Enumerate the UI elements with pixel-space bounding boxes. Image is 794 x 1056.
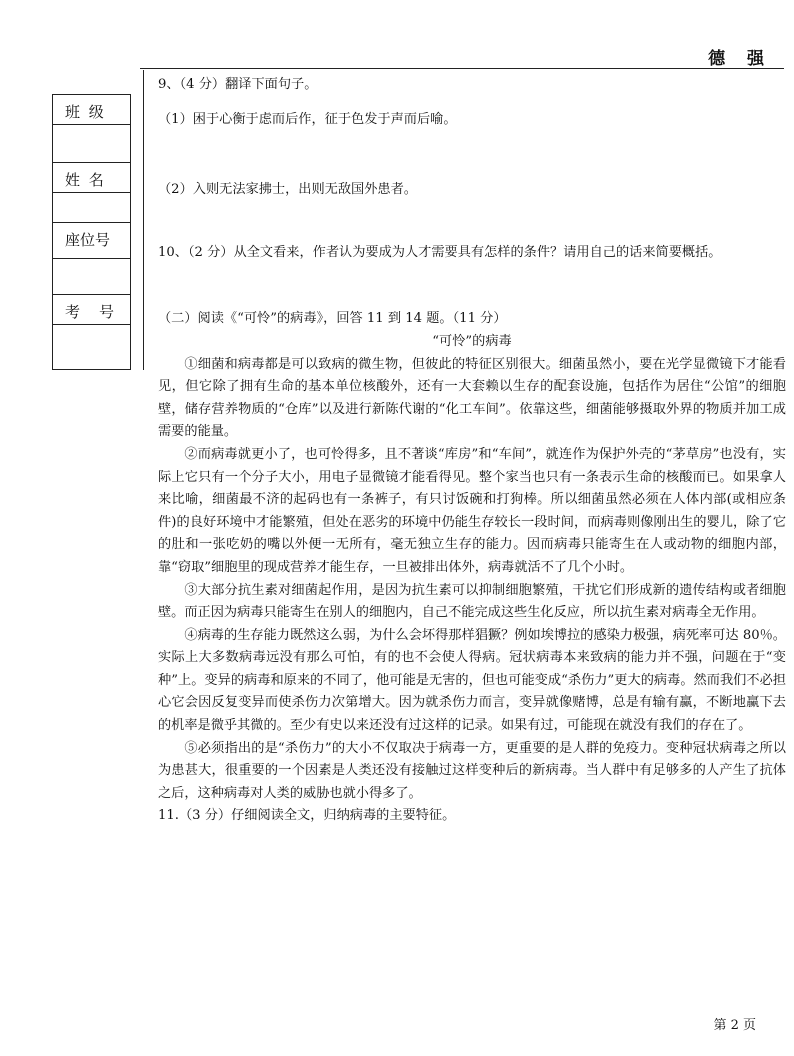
page-number: 第 2 页 <box>713 1018 756 1033</box>
seat-label-cell <box>53 223 130 259</box>
passage-paragraph-5: ⑤必须指出的是“杀伤力”的大小不仅取决于病毒一方，更重要的是人群的免疫力。变种冠状病毒之所以为患甚大，很重要的一个因素是人类还没有接触过这样变种后的新病毒。当人群中有足够多的人产生了抗体之后，这种病毒对人类的威胁也就小得多了。 <box>158 740 786 801</box>
name-field[interactable] <box>53 193 130 223</box>
header-title: 德 强 <box>708 49 772 69</box>
question-9-title: 9、（4 分）翻译下面句子。 <box>158 77 318 92</box>
class-label: 班 级 <box>65 103 106 121</box>
passage-paragraph-2: ②而病毒就更小了，也可怜得多，且不著谈“库房”和“车间”，就连作为保护外壳的“茅草房”也没有，实际上它只有一个分子大小，用电子显微镜才能看得见。整个家当也只有一条表示生命的核酸而已。如果拿人来比喻，细菌最不济的起码也有一条裤子，有只讨饭碗和打狗棒。所以细菌虽然必须在人体内部(或相应条件)的良好环境中才能繁殖，但处在恶劣的环境中仍能生存较长一段时间，而病毒则像刚出生的婴儿，除了它的肚和一张吃奶的嘴以外便一无所有，毫无独立生存的能力。因而病毒只能寄生在人或动物的细胞内部，靠“窃取”细胞里的现成营养才能生存，一旦被排出体外，病毒就活不了几个小时。 <box>158 446 786 575</box>
question-10: 10、（2 分）从全文看来，作者认为要成为人才需要具有怎样的条件？请用自己的话来简要概括。 <box>158 244 722 260</box>
seat-label: 座位号 <box>65 231 111 249</box>
passage-paragraph-1: ①细菌和病毒都是可以致病的微生物，但彼此的特征区别很大。细菌虽然小，要在光学显微镜下才能看见，但它除了拥有生命的基本单位核酸外，还有一大套赖以生存的配套设施，包括作为居住“公馆”的细胞壁，储存营养物质的“仓库”以及进行新陈代谢的“化工车间”。依靠这些，细菌能够摄取外界的物质并加工成需要的能量。 <box>158 356 786 440</box>
passage-paragraph-4: ④病毒的生存能力既然这么弱，为什么会坏得那样猖獗？例如埃博拉的感染力极强，病死率可达 80％。实际上大多数病毒远没有那么可怕，有的也不会使人得病。冠状病毒本来致病的能力并不强，问题在于“变种”上。变异的病毒和原来的不同了，他可能是无害的，但也可能变成“杀伤力”更大的病毒。然而我们不必担心它会因反复变异而使杀伤力次第增大。因为就杀伤力而言，变异就像赌博，总是有输有赢，不断地赢下去的机率是微乎其微的。至少有史以来还没有过这样的记录。如果有过，可能现在就没有我们的存在了。 <box>158 627 786 734</box>
margin-line <box>143 70 144 370</box>
class-label-cell <box>53 95 130 125</box>
exam-no-label-cell <box>53 295 130 325</box>
exam-no-label: 考 号 <box>65 303 117 321</box>
section-2-heading: （二）阅读《“可怜”的病毒》，回答 11 到 14 题。（11 分） <box>158 311 507 327</box>
exam-no-field[interactable] <box>53 325 130 369</box>
class-field[interactable] <box>53 125 130 163</box>
question-9-sentence-2: （2）入则无法家拂士，出则无敌国外患者。 <box>158 182 417 198</box>
seat-field[interactable] <box>53 259 130 295</box>
header-rule <box>140 68 784 69</box>
name-label-cell <box>53 163 130 193</box>
passage-paragraph-3: ③大部分抗生素对细菌起作用，是因为抗生素可以抑制细胞繁殖，干扰它们形成新的遗传结构或者细胞壁。而正因为病毒只能寄生在别人的细胞内，自己不能完成这些生化反应，所以抗生素对病毒全无作用。 <box>158 582 786 621</box>
question-9-sentence-1: （1）困于心衡于虑而后作，征于色发于声而后喻。 <box>158 111 457 127</box>
passage-title: “可怜”的病毒 <box>432 333 512 349</box>
name-label: 姓 名 <box>65 171 106 189</box>
question-content <box>158 74 786 828</box>
student-info-box <box>52 94 131 370</box>
question-11: 11.（3 分）仔细阅读全文，归纳病毒的主要特征。 <box>158 808 456 824</box>
